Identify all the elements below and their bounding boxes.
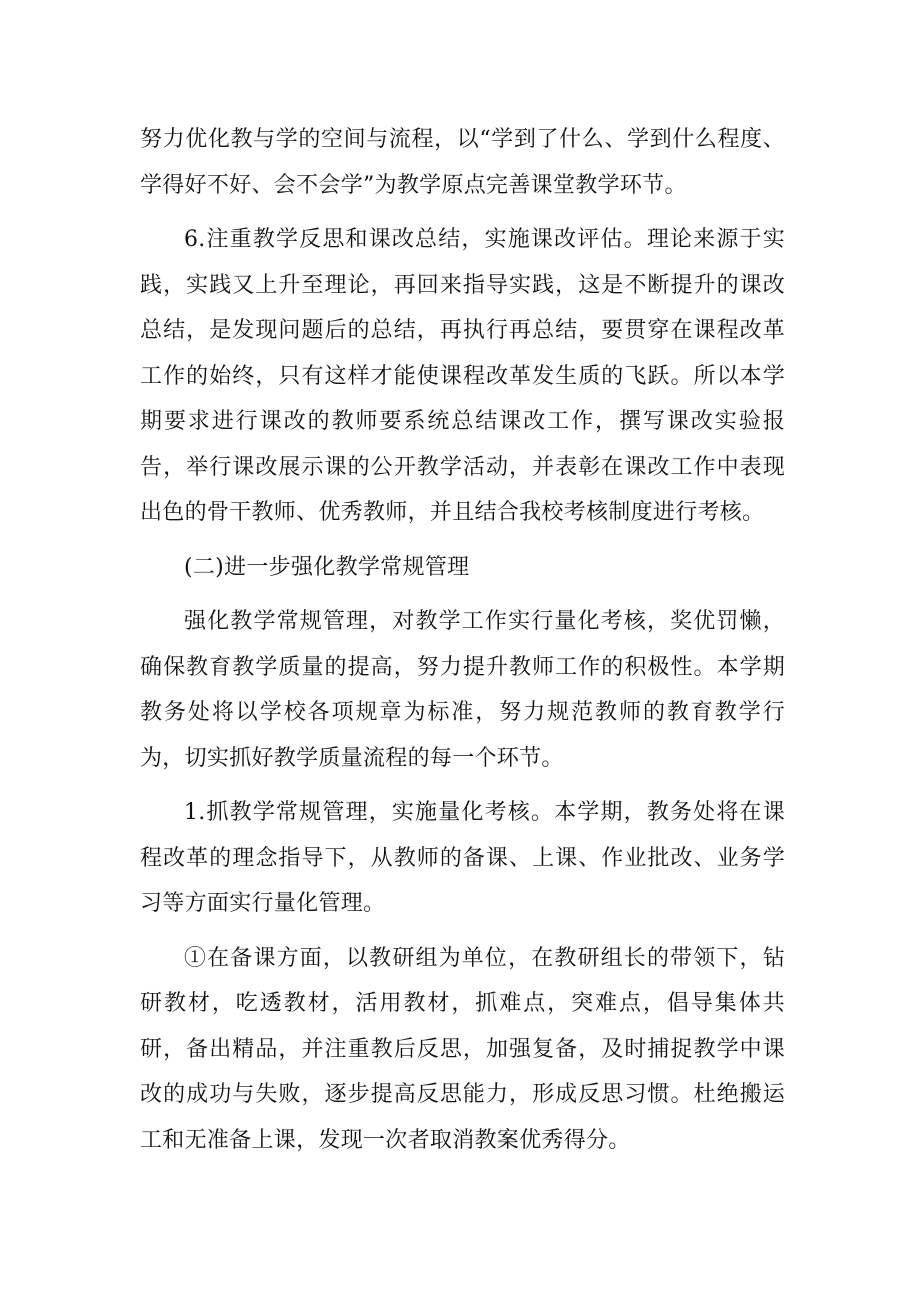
- section-heading: (二)进一步强化教学常规管理: [184, 554, 470, 580]
- paragraph-subitem-1: ①在备课方面，以教研组为单位，在教研组长的带领下，钻研教材，吃透教材，活用教材，抓难点，突难点，倡导集体共研，备出精品，并注重教后反思，加强复备，及时捕捉教学中课改的成功与失败，逐步提高反思能力，形成反思习惯。杜绝搬运工和无准备上课，发现一次者取消教案优秀得分。: [140, 945, 785, 1153]
- paragraph-continued: 努力优化教与学的空间与流程，以“学到了什么、学到什么程度、学得好不好、会不会学”为教学原点完善课堂教学环节。: [140, 127, 785, 198]
- paragraph-intro: 强化教学常规管理，对教学工作实行量化考核，奖优罚懒，确保教育教学质量的提高，努力提升教师工作的积极性。本学期教务处将以学校各项规章为标准，努力规范教师的教育教学行为，切实抓好教学质量流程的每一个环节。: [140, 609, 785, 771]
- document-body: [140, 117, 785, 1172]
- paragraph-item-1: 1.抓教学常规管理，实施量化考核。本学期，教务处将在课程改革的理念指导下，从教师的备课、上课、作业批改、业务学习等方面实行量化管理。: [140, 800, 785, 916]
- paragraph-item-6: 6.注重教学反思和课改总结，实施课改评估。理论来源于实践，实践又上升至理论，再回来指导实践，这是不断提升的课改总结，是发现问题后的总结，再执行再总结，要贯穿在课程改革工作的始终，只有这样才能使课程改革发生质的飞跃。所以本学期要求进行课改的教师要系统总结课改工作，撰写课改实验报告，举行课改展示课的公开教学活动，并表彰在课改工作中表现出色的骨干教师、优秀教师，并且结合我校考核制度进行考核。: [140, 227, 785, 525]
